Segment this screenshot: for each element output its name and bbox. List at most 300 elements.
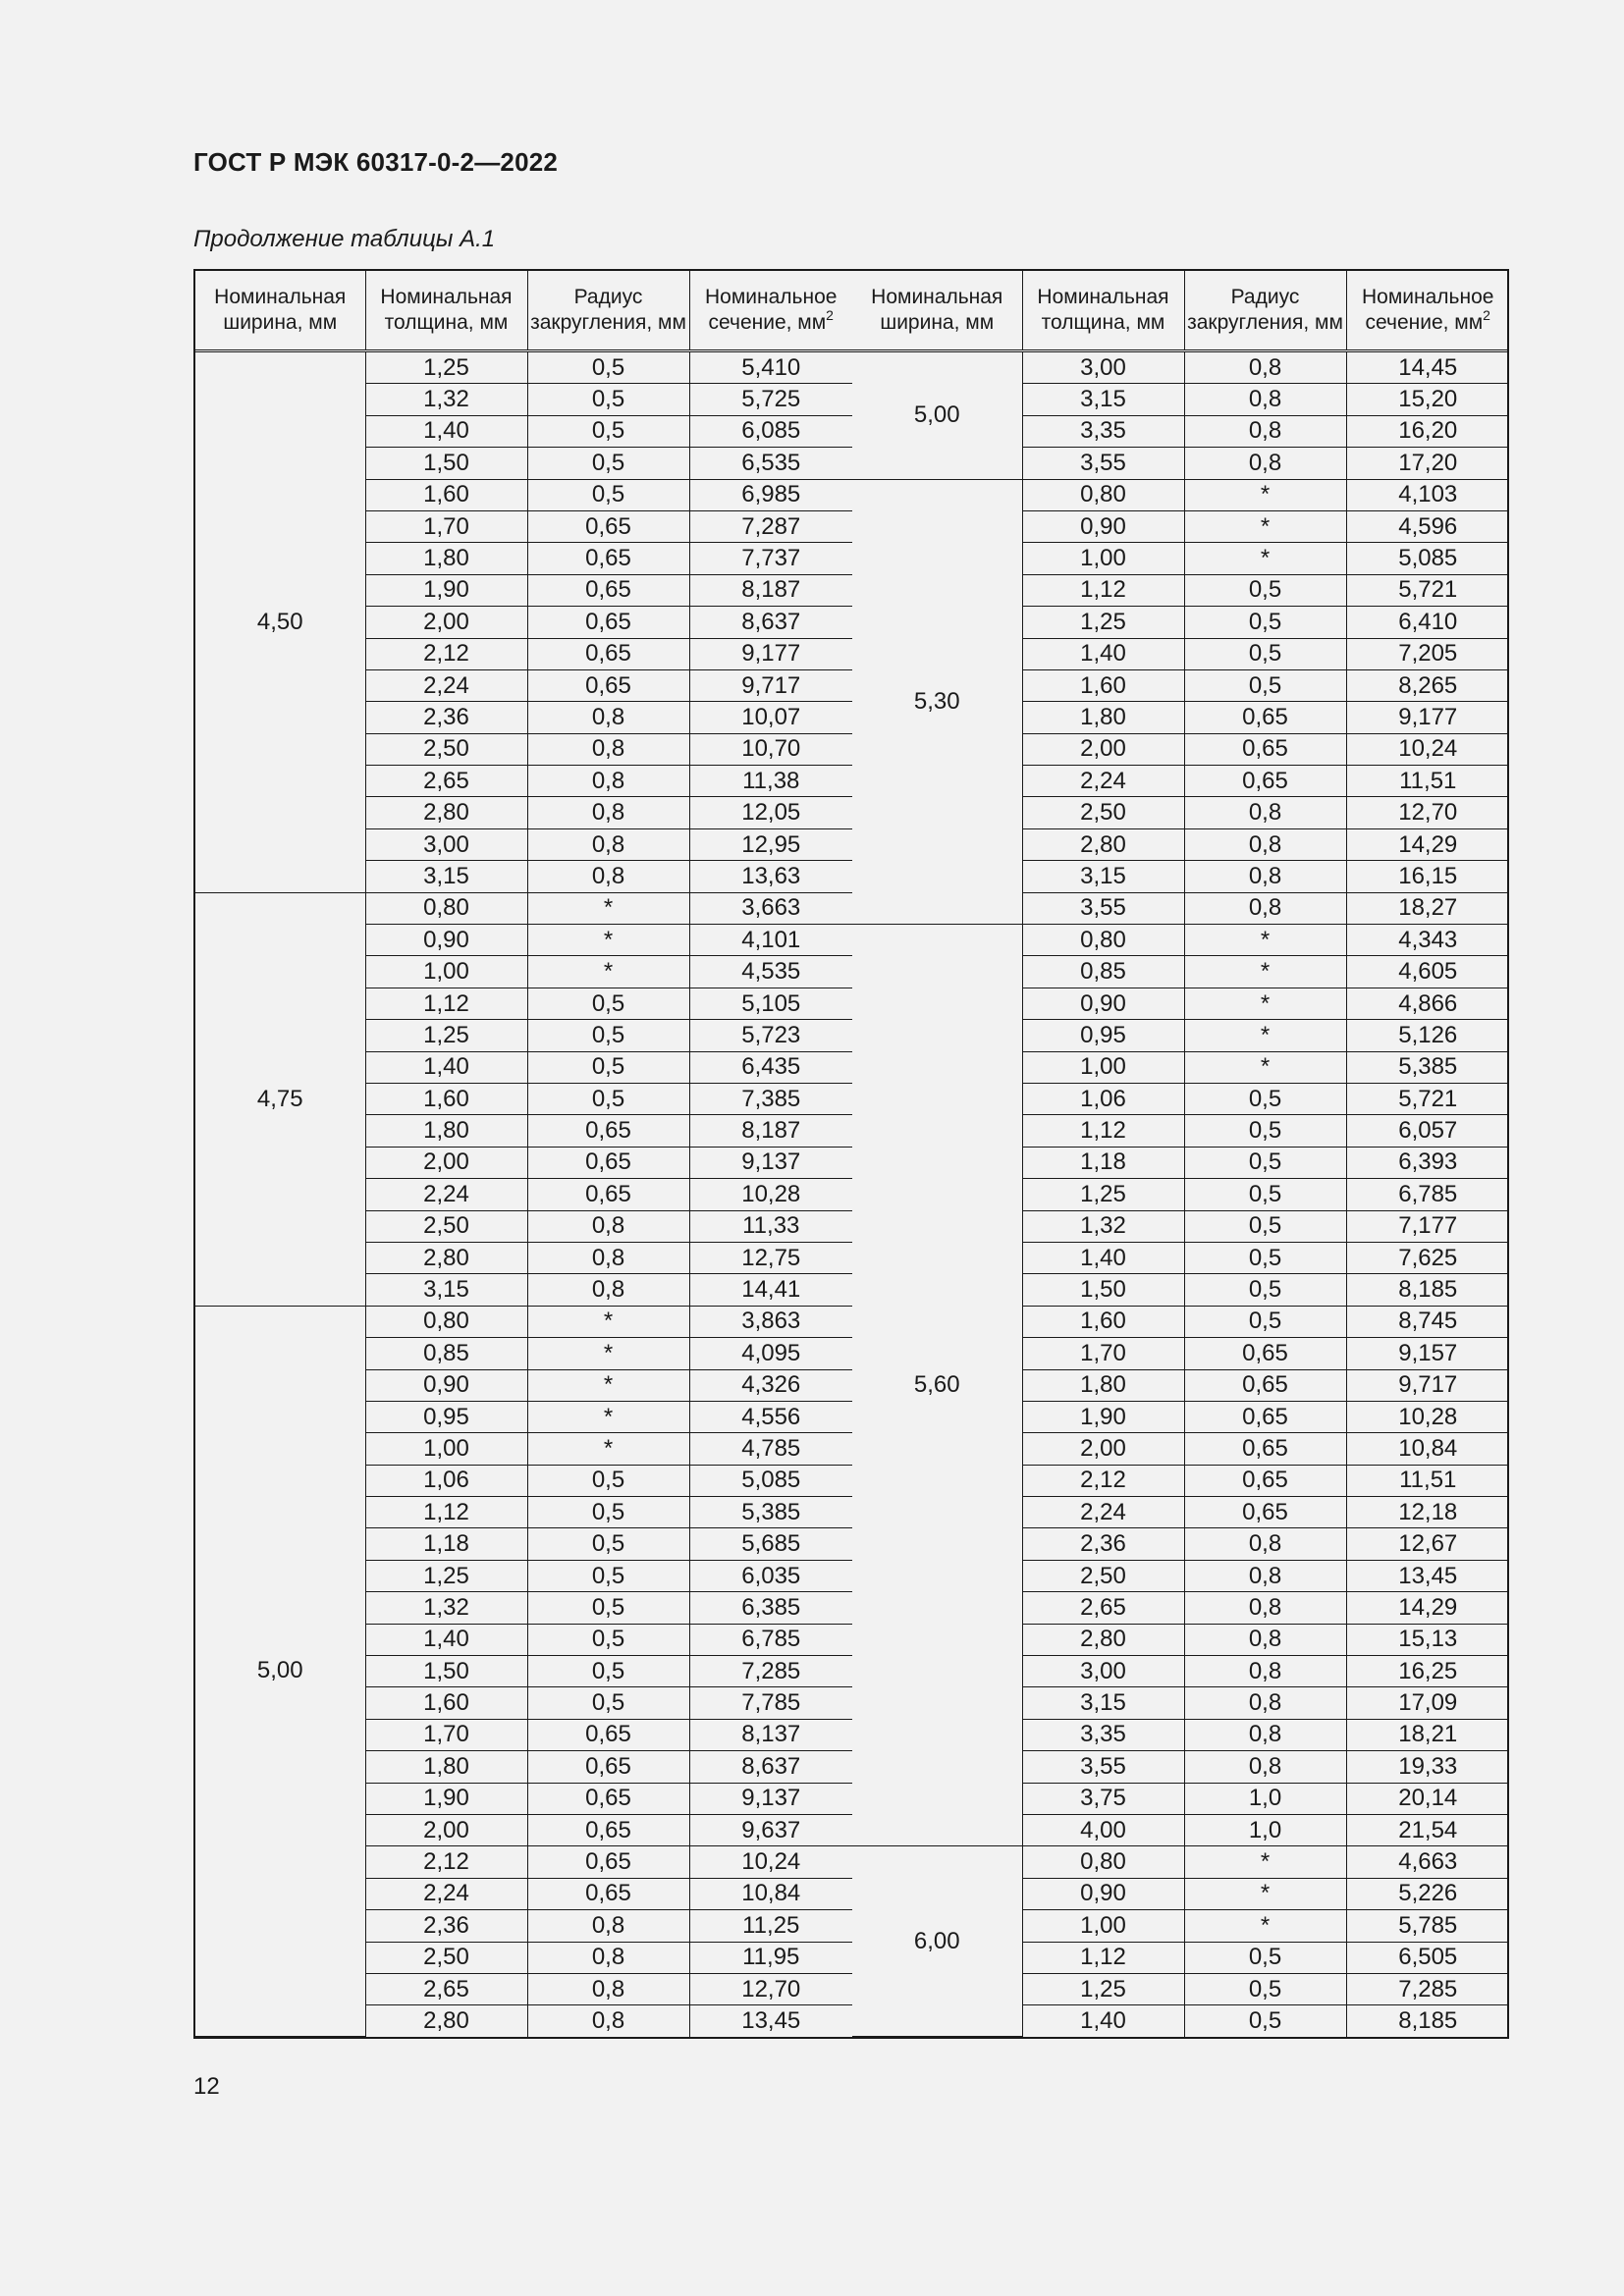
section-cell: 4,101: [689, 925, 852, 956]
thickness-cell: 1,50: [365, 448, 527, 479]
section-cell: 7,785: [689, 1687, 852, 1719]
thickness-cell: 2,36: [1022, 1528, 1184, 1560]
radius-cell: *: [1184, 1846, 1346, 1878]
section-cell: 4,663: [1346, 1846, 1509, 1878]
radius-cell: *: [1184, 1051, 1346, 1083]
thickness-cell: 2,65: [1022, 1592, 1184, 1624]
radius-cell: 0,8: [1184, 892, 1346, 924]
thickness-cell: 1,80: [365, 1115, 527, 1147]
thickness-cell: 1,40: [365, 415, 527, 447]
section-cell: 11,51: [1346, 1465, 1509, 1496]
radius-cell: 0,8: [1184, 1687, 1346, 1719]
section-cell: 5,721: [1346, 574, 1509, 606]
section-cell: 10,07: [689, 702, 852, 733]
thickness-cell: 2,24: [365, 1179, 527, 1210]
thickness-cell: 3,75: [1022, 1783, 1184, 1814]
thickness-cell: 1,70: [1022, 1338, 1184, 1369]
radius-cell: 0,65: [1184, 1433, 1346, 1465]
radius-cell: 0,65: [527, 607, 689, 638]
radius-cell: 0,65: [1184, 1338, 1346, 1369]
thickness-cell: 2,24: [1022, 766, 1184, 797]
thickness-cell: 0,90: [1022, 1878, 1184, 1909]
width-cell: 4,75: [195, 892, 365, 1306]
section-cell: 8,185: [1346, 2005, 1509, 2037]
thickness-cell: 2,36: [365, 1910, 527, 1942]
header-radius: Радиус закругления, мм: [1184, 271, 1346, 351]
section-cell: 15,13: [1346, 1624, 1509, 1655]
section-cell: 13,63: [689, 861, 852, 892]
section-cell: 9,177: [689, 638, 852, 669]
section-cell: 8,187: [689, 1115, 852, 1147]
radius-cell: 0,5: [1184, 607, 1346, 638]
radius-cell: 0,5: [527, 1592, 689, 1624]
section-cell: 5,725: [689, 384, 852, 415]
radius-cell: 0,65: [1184, 733, 1346, 765]
section-cell: 6,393: [1346, 1147, 1509, 1178]
thickness-cell: 3,55: [1022, 1751, 1184, 1783]
section-cell: 5,085: [1346, 543, 1509, 574]
table-row: [195, 892, 852, 924]
radius-cell: 0,65: [527, 1846, 689, 1878]
section-cell: 10,84: [689, 1878, 852, 1909]
header-section-sup: 2: [1483, 307, 1490, 323]
section-cell: 11,25: [689, 1910, 852, 1942]
section-cell: 6,410: [1346, 607, 1509, 638]
section-cell: 3,863: [689, 1306, 852, 1337]
section-cell: 13,45: [689, 2005, 852, 2037]
thickness-cell: 3,15: [1022, 1687, 1184, 1719]
section-cell: 6,435: [689, 1051, 852, 1083]
section-cell: 14,29: [1346, 1592, 1509, 1624]
radius-cell: 0,65: [527, 638, 689, 669]
thickness-cell: 0,90: [365, 1369, 527, 1401]
thickness-cell: 0,80: [1022, 1846, 1184, 1878]
radius-cell: 0,8: [1184, 1592, 1346, 1624]
section-cell: 10,24: [1346, 733, 1509, 765]
radius-cell: *: [1184, 956, 1346, 988]
width-cell: 5,00: [195, 1306, 365, 2036]
radius-cell: *: [1184, 1910, 1346, 1942]
width-cell: 6,00: [852, 1846, 1022, 2037]
table-right-half: [852, 271, 1509, 2037]
thickness-cell: 1,18: [365, 1528, 527, 1560]
section-cell: 16,25: [1346, 1656, 1509, 1687]
radius-cell: 0,8: [1184, 1528, 1346, 1560]
radius-cell: 0,8: [527, 861, 689, 892]
section-cell: 4,103: [1346, 479, 1509, 510]
radius-cell: 0,5: [1184, 1210, 1346, 1242]
thickness-cell: 2,12: [1022, 1465, 1184, 1496]
thickness-cell: 3,15: [365, 1274, 527, 1306]
thickness-cell: 2,24: [365, 669, 527, 701]
radius-cell: 0,5: [1184, 1115, 1346, 1147]
radius-cell: 0,5: [527, 1560, 689, 1591]
radius-cell: 0,65: [1184, 766, 1346, 797]
radius-cell: 0,5: [527, 448, 689, 479]
thickness-cell: 1,90: [1022, 1401, 1184, 1432]
section-cell: 5,723: [689, 1020, 852, 1051]
section-cell: 14,29: [1346, 828, 1509, 860]
thickness-cell: 1,60: [365, 1083, 527, 1114]
thickness-cell: 2,80: [1022, 828, 1184, 860]
radius-cell: 0,5: [527, 479, 689, 510]
section-cell: 5,685: [689, 1528, 852, 1560]
thickness-cell: 1,00: [1022, 1051, 1184, 1083]
thickness-cell: 0,85: [1022, 956, 1184, 988]
radius-cell: 0,5: [527, 1020, 689, 1051]
header-thickness: Номинальная толщина, мм: [1022, 271, 1184, 351]
radius-cell: 0,5: [1184, 1306, 1346, 1337]
section-cell: 16,20: [1346, 415, 1509, 447]
radius-cell: 0,5: [527, 1083, 689, 1114]
radius-cell: 0,5: [1184, 2005, 1346, 2037]
thickness-cell: 2,00: [1022, 733, 1184, 765]
thickness-cell: 1,00: [365, 956, 527, 988]
header-section-text: Номинальное сечение, мм: [705, 285, 838, 334]
thickness-cell: 1,50: [365, 1656, 527, 1687]
section-cell: 8,265: [1346, 669, 1509, 701]
section-cell: 5,385: [689, 1497, 852, 1528]
section-cell: 9,637: [689, 1814, 852, 1845]
section-cell: 7,287: [689, 510, 852, 542]
section-cell: 13,45: [1346, 1560, 1509, 1591]
radius-cell: *: [527, 925, 689, 956]
thickness-cell: 0,80: [1022, 479, 1184, 510]
radius-cell: 0,65: [1184, 1465, 1346, 1496]
radius-cell: *: [527, 1369, 689, 1401]
thickness-cell: 1,40: [365, 1624, 527, 1655]
radius-cell: 0,65: [527, 543, 689, 574]
thickness-cell: 2,50: [365, 1210, 527, 1242]
table-row: [195, 351, 852, 384]
thickness-cell: 1,70: [365, 1719, 527, 1750]
radius-cell: 0,5: [1184, 1083, 1346, 1114]
radius-cell: 0,5: [527, 1624, 689, 1655]
thickness-cell: 4,00: [1022, 1814, 1184, 1845]
table-row: [852, 1846, 1509, 1878]
thickness-cell: 3,15: [365, 861, 527, 892]
thickness-cell: 1,12: [1022, 574, 1184, 606]
thickness-cell: 3,35: [1022, 1719, 1184, 1750]
thickness-cell: 3,15: [1022, 384, 1184, 415]
thickness-cell: 1,60: [365, 1687, 527, 1719]
thickness-cell: 1,60: [1022, 669, 1184, 701]
thickness-cell: 2,65: [365, 1973, 527, 2004]
section-cell: 8,637: [689, 607, 852, 638]
section-cell: 7,205: [1346, 638, 1509, 669]
radius-cell: 0,65: [527, 1814, 689, 1845]
radius-cell: 0,8: [1184, 1719, 1346, 1750]
section-cell: 5,085: [689, 1465, 852, 1496]
thickness-cell: 2,80: [365, 1242, 527, 1273]
radius-cell: *: [1184, 479, 1346, 510]
thickness-cell: 3,35: [1022, 415, 1184, 447]
radius-cell: 0,5: [1184, 638, 1346, 669]
table-row: [852, 925, 1509, 956]
thickness-cell: 0,80: [365, 1306, 527, 1337]
section-cell: 12,70: [689, 1973, 852, 2004]
section-cell: 7,625: [1346, 1242, 1509, 1273]
thickness-cell: 1,60: [1022, 1306, 1184, 1337]
section-cell: 15,20: [1346, 384, 1509, 415]
thickness-cell: 3,00: [1022, 1656, 1184, 1687]
thickness-cell: 3,15: [1022, 861, 1184, 892]
section-cell: 5,385: [1346, 1051, 1509, 1083]
radius-cell: *: [527, 1306, 689, 1337]
radius-cell: *: [527, 1338, 689, 1369]
radius-cell: 0,5: [1184, 1179, 1346, 1210]
radius-cell: 0,8: [527, 1910, 689, 1942]
section-cell: 6,785: [689, 1624, 852, 1655]
section-cell: 7,285: [689, 1656, 852, 1687]
thickness-cell: 1,40: [365, 1051, 527, 1083]
section-cell: 14,45: [1346, 351, 1509, 384]
radius-cell: 0,65: [527, 1719, 689, 1750]
thickness-cell: 1,00: [365, 1433, 527, 1465]
thickness-cell: 2,80: [365, 797, 527, 828]
radius-cell: 0,8: [1184, 415, 1346, 447]
radius-cell: 0,5: [527, 1051, 689, 1083]
thickness-cell: 1,60: [365, 479, 527, 510]
thickness-cell: 3,00: [1022, 351, 1184, 384]
section-cell: 18,27: [1346, 892, 1509, 924]
radius-cell: 0,5: [1184, 1942, 1346, 1973]
section-cell: 11,33: [689, 1210, 852, 1242]
radius-cell: 0,65: [527, 1783, 689, 1814]
thickness-cell: 1,25: [1022, 607, 1184, 638]
radius-cell: 0,5: [1184, 669, 1346, 701]
radius-cell: 0,5: [1184, 1242, 1346, 1273]
section-cell: 18,21: [1346, 1719, 1509, 1750]
radius-cell: 0,5: [527, 1497, 689, 1528]
section-cell: 17,09: [1346, 1687, 1509, 1719]
thickness-cell: 3,00: [365, 828, 527, 860]
section-cell: 8,187: [689, 574, 852, 606]
thickness-cell: 2,80: [1022, 1624, 1184, 1655]
section-cell: 9,137: [689, 1783, 852, 1814]
width-cell: 4,50: [195, 351, 365, 893]
section-cell: 6,035: [689, 1560, 852, 1591]
thickness-cell: 1,12: [365, 1497, 527, 1528]
section-cell: 10,84: [1346, 1433, 1509, 1465]
thickness-cell: 3,55: [1022, 892, 1184, 924]
thickness-cell: 0,80: [365, 892, 527, 924]
radius-cell: 0,65: [1184, 1369, 1346, 1401]
radius-cell: 0,65: [527, 1147, 689, 1178]
thickness-cell: 1,40: [1022, 638, 1184, 669]
thickness-cell: 2,12: [365, 638, 527, 669]
radius-cell: 0,8: [527, 766, 689, 797]
radius-cell: 0,65: [527, 1751, 689, 1783]
section-cell: 5,410: [689, 351, 852, 384]
section-cell: 6,535: [689, 448, 852, 479]
radius-cell: 0,8: [527, 1274, 689, 1306]
width-cell: 5,60: [852, 925, 1022, 1846]
radius-cell: 0,5: [527, 415, 689, 447]
section-cell: 16,15: [1346, 861, 1509, 892]
radius-cell: 0,5: [527, 1528, 689, 1560]
thickness-cell: 2,65: [365, 766, 527, 797]
thickness-cell: 1,25: [365, 1560, 527, 1591]
radius-cell: 0,8: [527, 1942, 689, 1973]
thickness-cell: 1,90: [365, 574, 527, 606]
section-cell: 10,28: [689, 1179, 852, 1210]
left-table: [195, 271, 852, 2037]
section-cell: 8,637: [689, 1751, 852, 1783]
radius-cell: 0,8: [527, 2005, 689, 2037]
thickness-cell: 2,24: [365, 1878, 527, 1909]
section-cell: 5,105: [689, 988, 852, 1019]
section-cell: 4,605: [1346, 956, 1509, 988]
radius-cell: 0,8: [1184, 797, 1346, 828]
left-header-row: [195, 271, 852, 351]
section-cell: 12,75: [689, 1242, 852, 1273]
header-width: Номинальная ширина, мм: [195, 271, 365, 351]
section-cell: 5,226: [1346, 1878, 1509, 1909]
thickness-cell: 2,50: [365, 1942, 527, 1973]
header-thickness: Номинальная толщина, мм: [365, 271, 527, 351]
radius-cell: *: [1184, 988, 1346, 1019]
section-cell: 12,95: [689, 828, 852, 860]
radius-cell: 0,65: [1184, 1401, 1346, 1432]
thickness-cell: 0,80: [1022, 925, 1184, 956]
thickness-cell: 1,50: [1022, 1274, 1184, 1306]
radius-cell: 0,5: [1184, 1973, 1346, 2004]
table-caption: Продолжение таблицы А.1: [193, 226, 496, 252]
radius-cell: 1,0: [1184, 1814, 1346, 1845]
section-cell: 4,343: [1346, 925, 1509, 956]
radius-cell: *: [527, 956, 689, 988]
radius-cell: 0,65: [527, 1179, 689, 1210]
thickness-cell: 1,00: [1022, 543, 1184, 574]
radius-cell: 0,5: [527, 1656, 689, 1687]
thickness-cell: 2,36: [365, 702, 527, 733]
table-row: [195, 1306, 852, 1337]
section-cell: 19,33: [1346, 1751, 1509, 1783]
thickness-cell: 3,55: [1022, 448, 1184, 479]
section-cell: 6,057: [1346, 1115, 1509, 1147]
page-number: 12: [193, 2073, 220, 2100]
section-cell: 10,24: [689, 1846, 852, 1878]
thickness-cell: 0,90: [1022, 988, 1184, 1019]
thickness-cell: 2,50: [1022, 797, 1184, 828]
radius-cell: 0,65: [527, 1115, 689, 1147]
right-header-row: [852, 271, 1509, 351]
section-cell: 6,985: [689, 479, 852, 510]
thickness-cell: 0,90: [365, 925, 527, 956]
radius-cell: *: [1184, 510, 1346, 542]
thickness-cell: 1,32: [365, 1592, 527, 1624]
section-cell: 6,785: [1346, 1179, 1509, 1210]
radius-cell: 0,5: [1184, 574, 1346, 606]
thickness-cell: 1,06: [1022, 1083, 1184, 1114]
section-cell: 4,596: [1346, 510, 1509, 542]
thickness-cell: 1,80: [365, 1751, 527, 1783]
section-cell: 12,18: [1346, 1497, 1509, 1528]
section-cell: 4,556: [689, 1401, 852, 1432]
left-table-body: [195, 351, 852, 2037]
radius-cell: *: [527, 1401, 689, 1432]
thickness-cell: 1,70: [365, 510, 527, 542]
radius-cell: *: [527, 892, 689, 924]
radius-cell: 0,8: [1184, 448, 1346, 479]
section-cell: 7,385: [689, 1083, 852, 1114]
thickness-cell: 0,95: [1022, 1020, 1184, 1051]
section-cell: 4,866: [1346, 988, 1509, 1019]
header-section-text: Номинальное сечение, мм: [1362, 285, 1494, 334]
section-cell: 8,137: [689, 1719, 852, 1750]
radius-cell: 0,8: [1184, 861, 1346, 892]
radius-cell: 0,8: [527, 733, 689, 765]
header-radius: Радиус закругления, мм: [527, 271, 689, 351]
thickness-cell: 2,00: [1022, 1433, 1184, 1465]
radius-cell: 0,8: [1184, 384, 1346, 415]
section-cell: 12,70: [1346, 797, 1509, 828]
thickness-cell: 1,25: [365, 351, 527, 384]
radius-cell: 0,65: [527, 574, 689, 606]
width-cell: 5,00: [852, 351, 1022, 480]
table-row: [852, 351, 1509, 384]
radius-cell: *: [1184, 925, 1346, 956]
thickness-cell: 1,25: [1022, 1179, 1184, 1210]
section-cell: 10,70: [689, 733, 852, 765]
radius-cell: 0,8: [1184, 828, 1346, 860]
section-cell: 5,721: [1346, 1083, 1509, 1114]
section-cell: 8,185: [1346, 1274, 1509, 1306]
radius-cell: *: [527, 1433, 689, 1465]
section-cell: 20,14: [1346, 1783, 1509, 1814]
section-cell: 5,785: [1346, 1910, 1509, 1942]
section-cell: 9,717: [689, 669, 852, 701]
header-section: [689, 271, 852, 351]
radius-cell: 0,65: [527, 669, 689, 701]
section-cell: 7,177: [1346, 1210, 1509, 1242]
radius-cell: 0,8: [527, 1242, 689, 1273]
radius-cell: 0,8: [1184, 1624, 1346, 1655]
thickness-cell: 1,25: [365, 1020, 527, 1051]
header-width: Номинальная ширина, мм: [852, 271, 1022, 351]
right-table: [852, 271, 1509, 2037]
thickness-cell: 1,80: [1022, 702, 1184, 733]
section-cell: 12,67: [1346, 1528, 1509, 1560]
thickness-cell: 0,95: [365, 1401, 527, 1432]
radius-cell: 0,5: [527, 351, 689, 384]
section-cell: 3,663: [689, 892, 852, 924]
thickness-cell: 1,40: [1022, 1242, 1184, 1273]
thickness-cell: 1,18: [1022, 1147, 1184, 1178]
section-cell: 14,41: [689, 1274, 852, 1306]
radius-cell: 0,65: [527, 510, 689, 542]
table-left-half: [195, 271, 852, 2037]
thickness-cell: 0,85: [365, 1338, 527, 1369]
section-cell: 4,326: [689, 1369, 852, 1401]
radius-cell: 0,5: [527, 1465, 689, 1496]
thickness-cell: 0,90: [1022, 510, 1184, 542]
radius-cell: *: [1184, 1020, 1346, 1051]
section-cell: 7,737: [689, 543, 852, 574]
header-section-sup: 2: [826, 307, 834, 323]
thickness-cell: 1,80: [1022, 1369, 1184, 1401]
right-table-body: [852, 351, 1509, 2037]
thickness-cell: 2,80: [365, 2005, 527, 2037]
section-cell: 6,085: [689, 415, 852, 447]
thickness-cell: 1,12: [1022, 1115, 1184, 1147]
radius-cell: 0,65: [1184, 1497, 1346, 1528]
thickness-cell: 1,12: [1022, 1942, 1184, 1973]
thickness-cell: 1,00: [1022, 1910, 1184, 1942]
section-cell: 21,54: [1346, 1814, 1509, 1845]
section-cell: 4,095: [689, 1338, 852, 1369]
